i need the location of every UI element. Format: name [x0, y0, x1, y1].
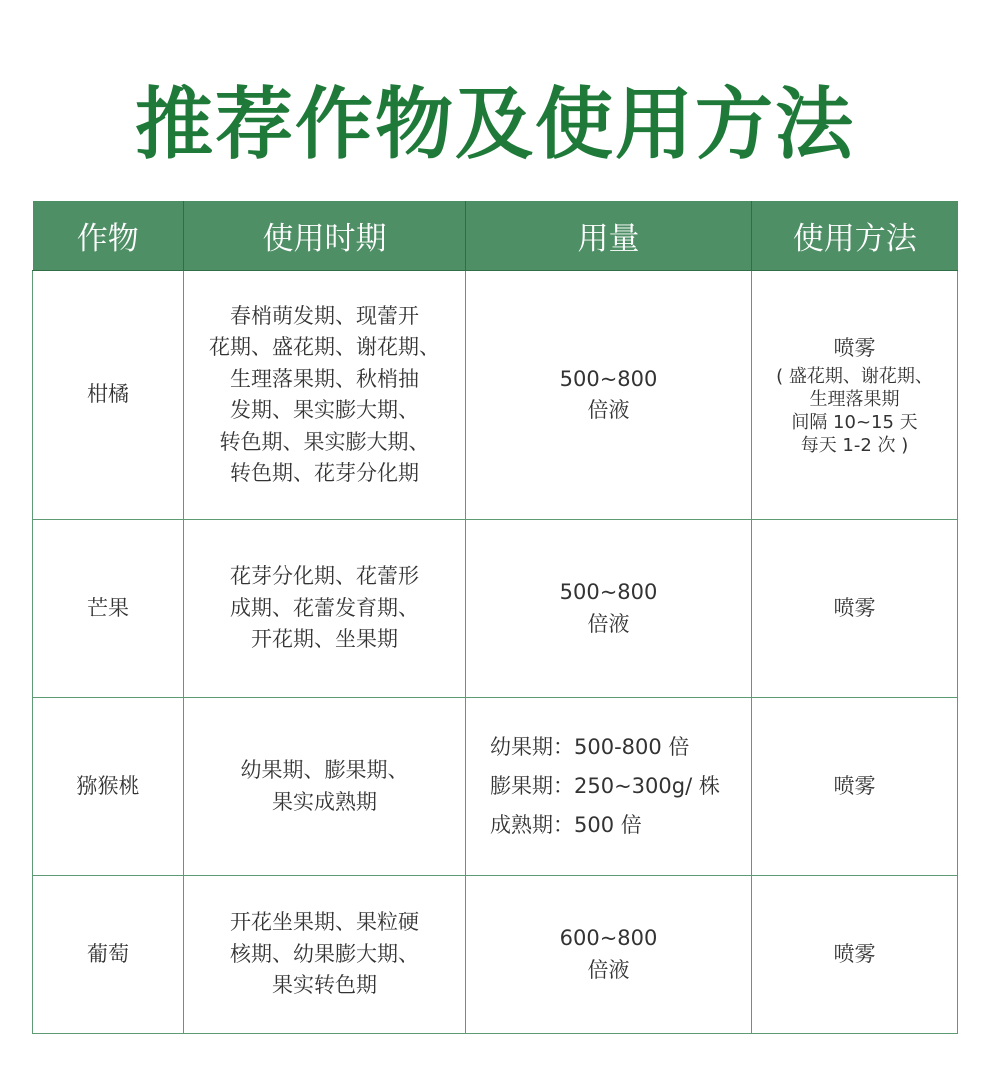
header-method: 使用方法	[752, 201, 958, 271]
header-period: 使用时期	[184, 201, 466, 271]
dosage-cell: 500~800 倍液	[466, 271, 752, 520]
period-cell: 幼果期、膨果期、 果实成熟期	[184, 698, 466, 876]
crop-cell: 芒果	[33, 520, 184, 698]
usage-table	[32, 201, 958, 1034]
table-row	[33, 876, 958, 1034]
table-row	[33, 698, 958, 876]
method-note: ( 盛花期、谢花期、 生理落果期 间隔 10~15 天 每天 1-2 次 )	[776, 365, 933, 456]
method-cell	[752, 271, 958, 520]
header-crop: 作物	[33, 201, 184, 271]
method-cell: 喷雾	[752, 520, 958, 698]
dosage-cell: 600~800 倍液	[466, 876, 752, 1034]
crop-cell: 葡萄	[33, 876, 184, 1034]
period-cell: 开花坐果期、果粒硬 核期、幼果膨大期、 果实转色期	[184, 876, 466, 1034]
table-row	[33, 271, 958, 520]
crop-cell: 柑橘	[33, 271, 184, 520]
table-row	[33, 520, 958, 698]
period-cell: 春梢萌发期、现蕾开 花期、盛花期、谢花期、 生理落果期、秋梢抽 发期、果实膨大期、 转色期、果实膨大期、 转色期、花芽分化期	[184, 271, 466, 520]
header-dosage: 用量	[466, 201, 752, 271]
method-text: 喷雾	[833, 336, 876, 361]
method-cell: 喷雾	[752, 876, 958, 1034]
table-header	[33, 201, 958, 271]
dosage-cell: 幼果期：500-800 倍 膨果期：250~300g/ 株 成熟期：500 倍	[466, 698, 752, 876]
page-title: 推荐作物及使用方法	[134, 80, 855, 170]
period-cell: 花芽分化期、花蕾形 成期、花蕾发育期、 开花期、坐果期	[184, 520, 466, 698]
dosage-cell: 500~800 倍液	[466, 520, 752, 698]
method-cell: 喷雾	[752, 698, 958, 876]
crop-cell: 猕猴桃	[33, 698, 184, 876]
